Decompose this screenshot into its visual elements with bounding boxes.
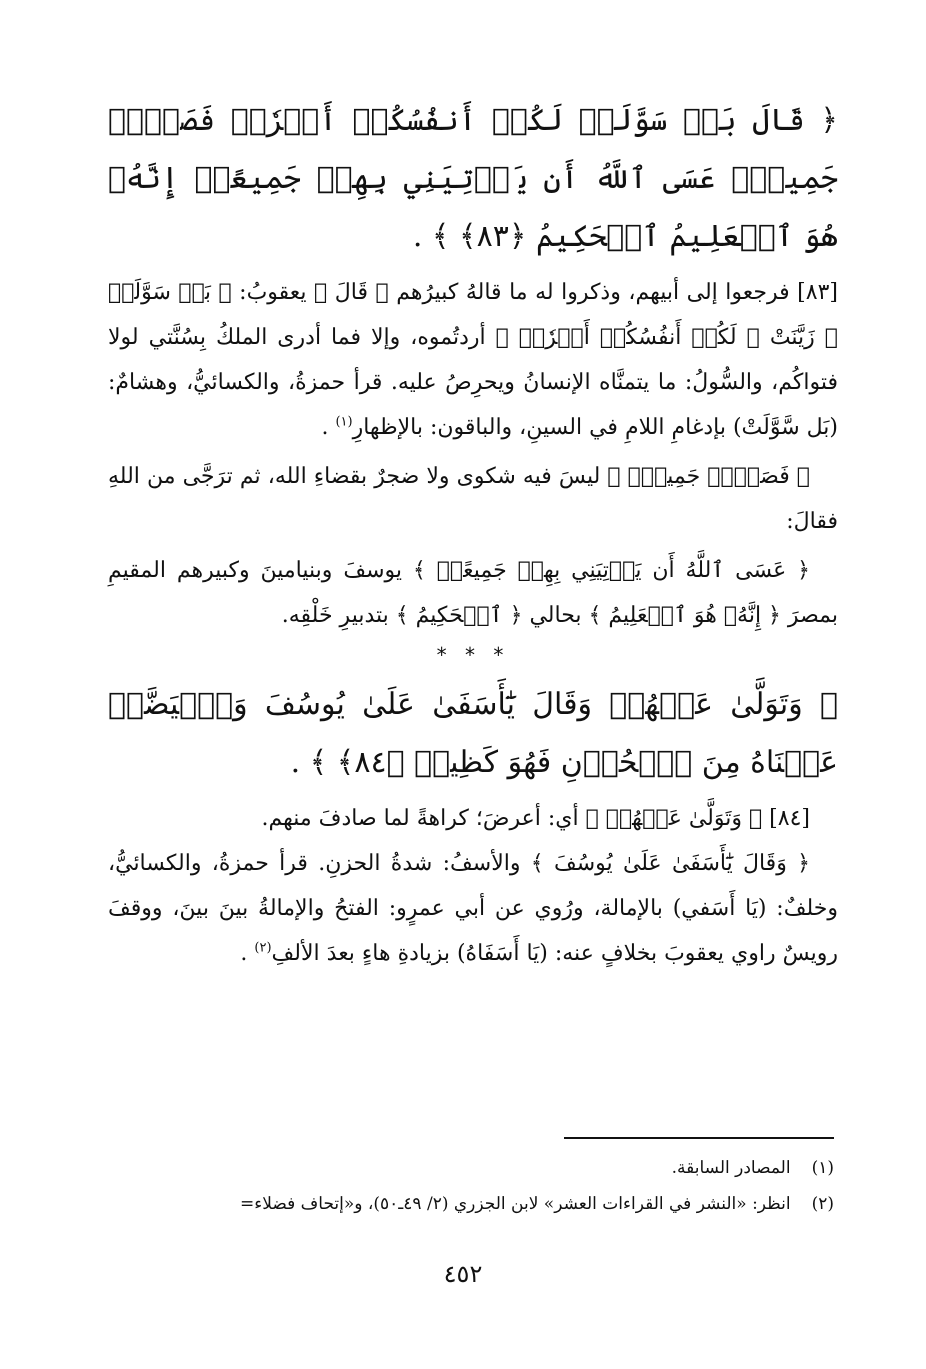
footnote-2-number: (٢) (811, 1194, 834, 1214)
footnote-1-text: المصادر السابقة. (671, 1158, 791, 1178)
commentary-84-paragraph-1: [٨٤] ﴿ وَتَوَلَّىٰ عَنۡهُمۡ ﴾ أي: أعرضَ؛ كراهةً لما صادفَ منهم. (261, 806, 810, 831)
section-separator: * * * (436, 643, 510, 667)
footnote-1 (108, 1150, 834, 1186)
commentary-84-text: ﴿ وَقَالَ يَٰٓأَسَفَىٰ عَلَىٰ يُوسُفَ ﴾ والأسفُ: شدةُ الحزنِ. قرأ حمزةُ، والكسائيُّ، وخلفٌ: (يَا أَسَفي) بالإمالة، ورُوي عن أبي عمرٍو: الفتحُ والإمالةُ بينَ بينَ، ووقفَ رويسٌ راوي يعقوبَ بخلافٍ عنه: (يَا أَسَفَاهُ) بزيادةِ هاءٍ بعدَ الألفِ (108, 851, 838, 966)
footnote-2 (108, 1186, 834, 1222)
page-number: ٤٥٢ (443, 1260, 483, 1288)
footnotes (108, 1150, 834, 1222)
commentary-83-paragraph-2: ﴿ فَصَبۡرٞ جَمِيلٌۖ ﴾ ليسَ فيه شكوى ولا ضجرٌ بقضاءِ الله، ثم ترَجَّى من اللهِ فقالَ: (108, 464, 838, 534)
footnote-2-text: انظر: «النشر في القراءات العشر» لابن الجزري (٢/ ٤٩ـ٥٠)، و«إتحاف فضلاء= (240, 1194, 791, 1214)
commentary-84-paragraph-2: ﴿ وَقَالَ يَٰٓأَسَفَىٰ عَلَىٰ يُوسُفَ ﴾ والأسفُ: شدةُ الحزنِ. قرأ حمزةُ، والكسائيُّ، وخلفٌ: (يَا أَسَفي) بالإمالة، ورُوي عن أبي عمرٍو: الفتحُ والإمالةُ بينَ بينَ، ووقفَ رويسٌ راوي يعقوبَ بخلافٍ عنه: (يَا أَسَفَاهُ) بزيادةِ هاءٍ بعدَ الألفِ$^{(٢)}$ . (108, 851, 838, 966)
quran-verse-84: ﴿ وَتَوَلَّىٰ عَنۡهُمۡ وَقَالَ يَٰٓأَسَفَىٰ عَلَىٰ يُوسُفَ وَٱبۡيَضَّتۡ عَيۡنَاهُ مِنَ ٱلۡحُزۡنِ فَهُوَ كَظِيمٞ ﴿٨٤﴾ ﴾ . (108, 687, 838, 780)
quran-verse-83: ﴿ قَالَ بَلۡ سَوَّلَتۡ لَكُمۡ أَنفُسُكُمۡ أَمۡرٗاۖ فَصَبۡرٞ جَمِيلٌۖ عَسَى ٱللَّهُ أَن يَأۡتِيَنِي بِهِمۡ جَمِيعًاۚ إِنَّهُۥ هُوَ ٱلۡعَلِيمُ ٱلۡحَكِيمُ ﴿٨٣﴾ ﴾ . (108, 103, 838, 254)
footnote-ref-1[interactable]: (١) (335, 414, 353, 430)
commentary-83-paragraph-1: [٨٣] فرجعوا إلى أبيهم، وذكروا له ما قالهُ كبيرُهم ﴿ قَالَ ﴾ يعقوبُ: ﴿ بَلۡ سَوَّلَتۡ ﴾ زَيَّنَتْ ﴿ لَكُمۡ أَنفُسُكُمۡ أَمۡرٗاۖ ﴾ أردتُموه، وإلا فما أدرى الملكُ بِسُنَّتي لولا فتواكُم، والسُّولُ: ما يتمنَّاه الإنسانُ ويحرِصُ عليه. قرأ حمزةُ، والكسائيُّ، وهشامٌ: (بَل سَّوَّلَتْ) بإدغامِ اللامِ في السينِ، والباقون: بالإظهارِ$^{(١)}$ . (108, 280, 838, 440)
page-body (108, 92, 838, 976)
footnote-divider (564, 1137, 834, 1139)
footnote-1-number: (١) (811, 1158, 834, 1178)
footnote-ref-2[interactable]: (٢) (254, 940, 272, 956)
commentary-83-text: [٨٣] فرجعوا إلى أبيهم، وذكروا له ما قالهُ كبيرُهم ﴿ قَالَ ﴾ يعقوبُ: ﴿ بَلۡ سَوَّلَتۡ ﴾ زَيَّنَتْ ﴿ لَكُمۡ أَنفُسُكُمۡ أَمۡرٗاۖ ﴾ أردتُموه، وإلا فما أدرى الملكُ بِسُنَّتي لولا فتواكُم، والسُّولُ: ما يتمنَّاه الإنسانُ ويحرِصُ عليه. قرأ حمزةُ، والكسائيُّ، وهشامٌ: (بَل سَّوَّلَتْ) بإدغامِ اللامِ في السينِ، والباقون: بالإظهارِ (108, 280, 838, 440)
commentary-83-paragraph-3: ﴿ عَسَى ٱللَّهُ أَن يَأۡتِيَنِي بِهِمۡ جَمِيعًاۚ ﴾ يوسفَ وبنيامينَ وكبيرهم المقيمِ بمصرَ ﴿ إِنَّهُۥ هُوَ ٱلۡعَلِيمُ ﴾ بحالي ﴿ ٱلۡحَكِيمُ ﴾ بتدبيرِ خَلْقِه. (108, 558, 838, 628)
